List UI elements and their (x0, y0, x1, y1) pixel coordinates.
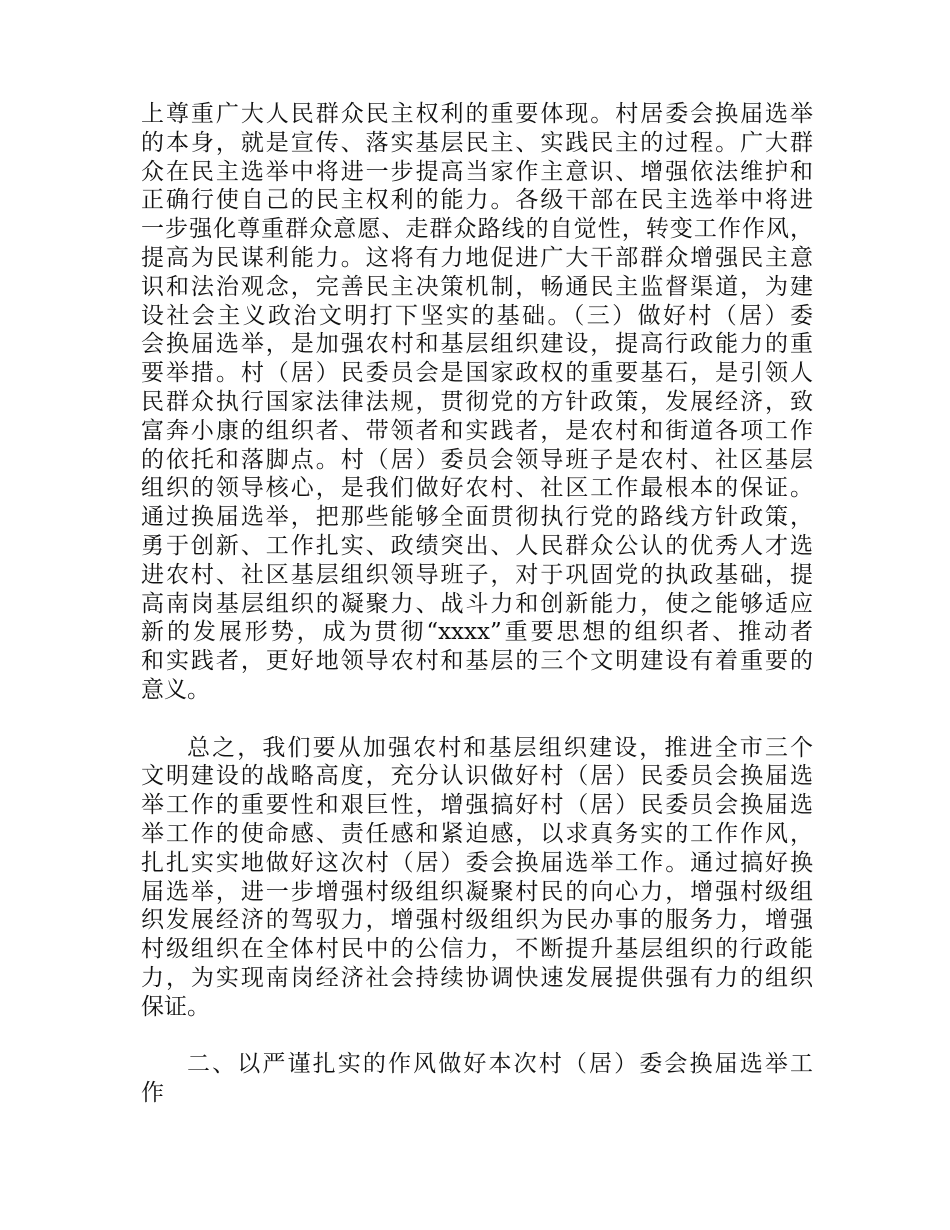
text-line: 保证。 (141, 993, 210, 1020)
text-line: 上尊重广大人民群众民主权利的重要体现。村居委会换届选举 (141, 101, 813, 127)
text-line: 一步强化尊重群众意愿、走群众路线的自觉性，转变工作作风， (141, 216, 813, 243)
text-line: 民群众执行国家法律法规，贯彻党的方针政策，发展经济，致 (141, 388, 813, 415)
text-line: 通过换届选举，把那些能够全面贯彻执行党的路线方针政策， (141, 504, 813, 531)
text-line: 提高为民谋利能力。这将有力地促进广大干部群众增强民主意 (141, 244, 813, 271)
paragraph-spacer (141, 1022, 813, 1051)
text-line: 文明建设的战略高度，充分认识做好村（居）民委员会换届选 (141, 763, 813, 790)
text-line: 新的发展形势，成为贯彻“xxxx”重要思想的组织者、推动者 (141, 619, 813, 646)
text-line: 村级组织在全体村民中的公信力，不断提升基层组织的行政能 (141, 936, 813, 963)
paragraph-2 (141, 734, 813, 1022)
text-line: 举工作的使命感、责任感和紧迫感，以求真务实的工作作风， (141, 820, 813, 847)
document-body (141, 100, 813, 1108)
text-line: 众在民主选举中将进一步提高当家作主意识、增强依法维护和 (141, 158, 813, 185)
text-line: 力，为实现南岗经济社会持续协调快速发展提供强有力的组织 (141, 964, 813, 991)
text-line: 二、以严谨扎实的作风做好本次村（居）委会换届选举工 (187, 1051, 813, 1078)
paragraph-1 (141, 100, 813, 705)
text-line: 富奔小康的组织者、带领者和实践者，是农村和街道各项工作 (141, 417, 813, 444)
text-line: 织发展经济的驾驭力，增强村级组织为民办事的服务力，增强 (141, 907, 813, 934)
paragraph-3-section-heading (141, 1050, 813, 1108)
text-line: 会换届选举，是加强农村和基层组织建设，提高行政能力的重 (141, 331, 813, 358)
text-line: 勇于创新、工作扎实、政绩突出、人民群众公认的优秀人才选 (141, 532, 813, 559)
text-line: 举工作的重要性和艰巨性，增强搞好村（居）民委员会换届选 (141, 792, 813, 819)
text-line: 要举措。村（居）民委员会是国家政权的重要基石，是引领人 (141, 360, 813, 387)
text-line: 的依托和落脚点。村（居）委员会领导班子是农村、社区基层 (141, 446, 813, 473)
text-line: 届选举，进一步增强村级组织凝聚村民的向心力，增强村级组 (141, 878, 813, 905)
text-line: 作 (141, 1080, 164, 1107)
text-line: 意义。 (141, 676, 210, 703)
text-line: 高南岗基层组织的凝聚力、战斗力和创新能力，使之能够适应 (141, 590, 813, 617)
text-line: 和实践者，更好地领导农村和基层的三个文明建设有着重要的 (141, 648, 813, 675)
text-line: 的本身，就是宣传、落实基层民主、实践民主的过程。广大群 (141, 129, 813, 156)
text-line: 进农村、社区基层组织领导班子，对于巩固党的执政基础，提 (141, 561, 813, 588)
paragraph-spacer (141, 705, 813, 734)
text-line: 总之，我们要从加强农村和基层组织建设，推进全市三个 (187, 734, 813, 761)
text-line: 扎扎实实地做好这次村（居）委会换届选举工作。通过搞好换 (141, 849, 813, 876)
text-line: 正确行使自己的民主权利的能力。各级干部在民主选举中将进 (141, 187, 813, 214)
text-line: 组织的领导核心，是我们做好农村、社区工作最根本的保证。 (141, 475, 813, 502)
text-line: 识和法治观念，完善民主决策机制，畅通民主监督渠道，为建 (141, 273, 813, 300)
text-line: 设社会主义政治文明打下坚实的基础。（三）做好村（居）委 (141, 302, 813, 329)
